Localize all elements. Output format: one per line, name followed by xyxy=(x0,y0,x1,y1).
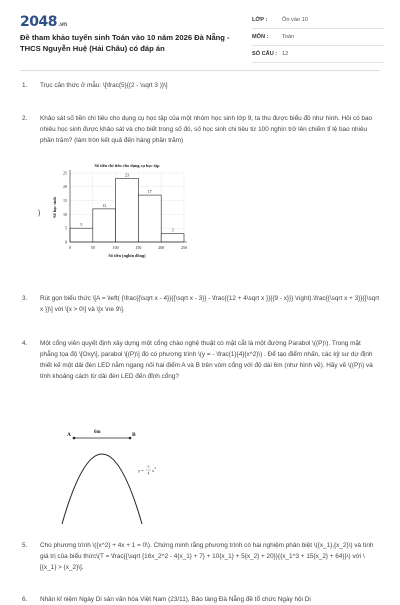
question-number: 4. xyxy=(22,340,28,347)
y-tick-label: 0 xyxy=(65,239,67,245)
bar-value-label: 17 xyxy=(147,189,152,195)
histogram-bar xyxy=(93,209,116,242)
question-1 xyxy=(22,80,382,91)
histogram-chart xyxy=(36,160,196,275)
question-number: 5. xyxy=(22,542,28,549)
x-tick-label: 50 xyxy=(90,245,95,250)
y-tick-label: 20 xyxy=(63,184,67,190)
histogram-bar xyxy=(138,195,161,242)
question-text: Trục căn thức ở mẫu: \[\frac{5}{(2 - \sqrt 3 )}\] xyxy=(40,82,168,89)
y-tick-label: 10 xyxy=(63,211,67,217)
x-tick-label: 0 xyxy=(69,245,71,250)
x-tick-label: 150 xyxy=(135,245,142,250)
parabola-figure xyxy=(52,420,162,528)
histogram-svg xyxy=(36,160,196,275)
equation-x: x xyxy=(152,468,155,473)
meta-row-count: SỐ CÂU : 12 xyxy=(252,46,384,63)
equation-exponent: 2 xyxy=(154,466,156,470)
bar-value-label: 12 xyxy=(102,202,107,208)
y-tick-label: 5 xyxy=(65,225,67,231)
question-text: Khảo sát số tiền chi tiêu cho dụng cụ học tập của một nhóm học sinh lớp 9, ta thu được biểu đồ như hình. Hỏi có bao nhiêu học sinh được khảo sát và cho biết trong số đó, số học sinh chi tiêu từ 100 nghìn trở lên chiếm tỉ lệ bao nhiêu phần trăm? (làm tròn kết quả đến hàng phần trăm) xyxy=(40,115,373,144)
document-title: Đề tham khảo tuyển sinh Toán vào 10 năm 2026 Đà Nẵng - THCS Nguyễn Huệ (Hải Châu) có đáp án xyxy=(20,33,230,53)
bar-value-label: 3 xyxy=(171,227,174,233)
meta-row-subject: MÔN : Toán xyxy=(252,29,384,46)
equation-denominator: 4 xyxy=(147,471,150,476)
parabola-svg xyxy=(52,420,162,528)
chart-title: Số tiền chi tiêu cho dụng cụ học tập xyxy=(94,163,160,168)
question-text: Nhân kỉ niệm Ngày Di sản văn hóa Việt Nam (23/11), Bảo tàng Đà Nẵng đề tổ chức Ngày hội Di xyxy=(40,596,311,603)
label-a: A xyxy=(67,432,71,438)
question-number: 1. xyxy=(22,82,28,89)
header-divider xyxy=(20,70,380,71)
x-tick-label: 200 xyxy=(158,245,165,250)
equation-numerator: −1 xyxy=(146,465,150,469)
question-text: Cho phương trình \({x^2} + 4x + 1 = 0\). Chứng minh rằng phương trình có hai nghiệm phân biệt \({x_1},{x_2}\) và tính giá trị của biểu thức\(T = \frac{{\sqrt {16x_2^2 - 4{x_1} + 7} + 10{x_1} + 5{x_2} + 20}}{{x_1^3 + 15{x_2} + 64}}\) với \[{x_1} > {x_2}\]. xyxy=(40,542,374,571)
point-b xyxy=(129,437,132,440)
question-text: Rút gọn biểu thức \[A = \left( {\frac{{\sqrt x - 4}}{{\sqrt x - 3}} - \frac{{12 + 4\sqrt x }}{{9 - x}}} \right).\frac{{\sqrt x + 3}}{{\sqrt x }}\] với \[x > 0\] và \[x \ne 9\]. xyxy=(40,295,380,313)
site-logo[interactable]: 2048.vn xyxy=(20,14,67,30)
y-axis-label: Số học sinh xyxy=(52,197,57,218)
bar-value-label: 5 xyxy=(80,222,83,228)
x-tick-label: 250 xyxy=(181,245,187,250)
question-2 xyxy=(22,113,382,146)
question-4 xyxy=(22,338,382,382)
question-5 xyxy=(22,540,382,573)
question-number: 3. xyxy=(22,295,28,302)
histogram-bar xyxy=(70,228,93,242)
x-axis-label: Số tiền (nghìn đồng) xyxy=(108,253,146,258)
y-tick-label: 25 xyxy=(63,170,67,176)
page-header xyxy=(0,0,400,70)
question-number: 2. xyxy=(22,115,28,122)
parabola-curve xyxy=(62,454,142,524)
histogram-bar xyxy=(116,179,139,242)
y-tick-label: 15 xyxy=(63,198,67,203)
question-number: 6. xyxy=(22,596,28,603)
question-3 xyxy=(22,293,382,315)
meta-row-class: LỚP : Ôn vào 10 xyxy=(252,12,384,29)
question-text: Một cổng viên quyết định xây dựng một cổng chào nghệ thuật có mặt cắt là một đường Parabol \((P)\). Trong mặt phẳng tọa độ \[Oxy\], parabol \[(P)\] đó có phương trình \(y = - \frac{1}{4}{x^2}\) . Để tạo điểm nhấn, các kỹ sư dự định thiết kế một dải đèn LED nằm ngang nối hai điểm A và B trên vòm cổng với độ dài 6m (như hình vẽ). Hãy vẽ \((P)\) và tính khoảng cách từ dải đèn LED đến đỉnh cổng? xyxy=(40,340,373,380)
x-tick-label: 100 xyxy=(112,245,119,250)
label-b: B xyxy=(132,432,136,438)
bar-value-label: 23 xyxy=(125,172,129,178)
point-a xyxy=(73,437,76,440)
figure-label: ) xyxy=(38,210,41,217)
length-label: 6m xyxy=(94,430,101,435)
histogram-bar xyxy=(161,234,184,242)
equation-y: y = xyxy=(138,468,144,473)
meta-table xyxy=(252,12,384,63)
